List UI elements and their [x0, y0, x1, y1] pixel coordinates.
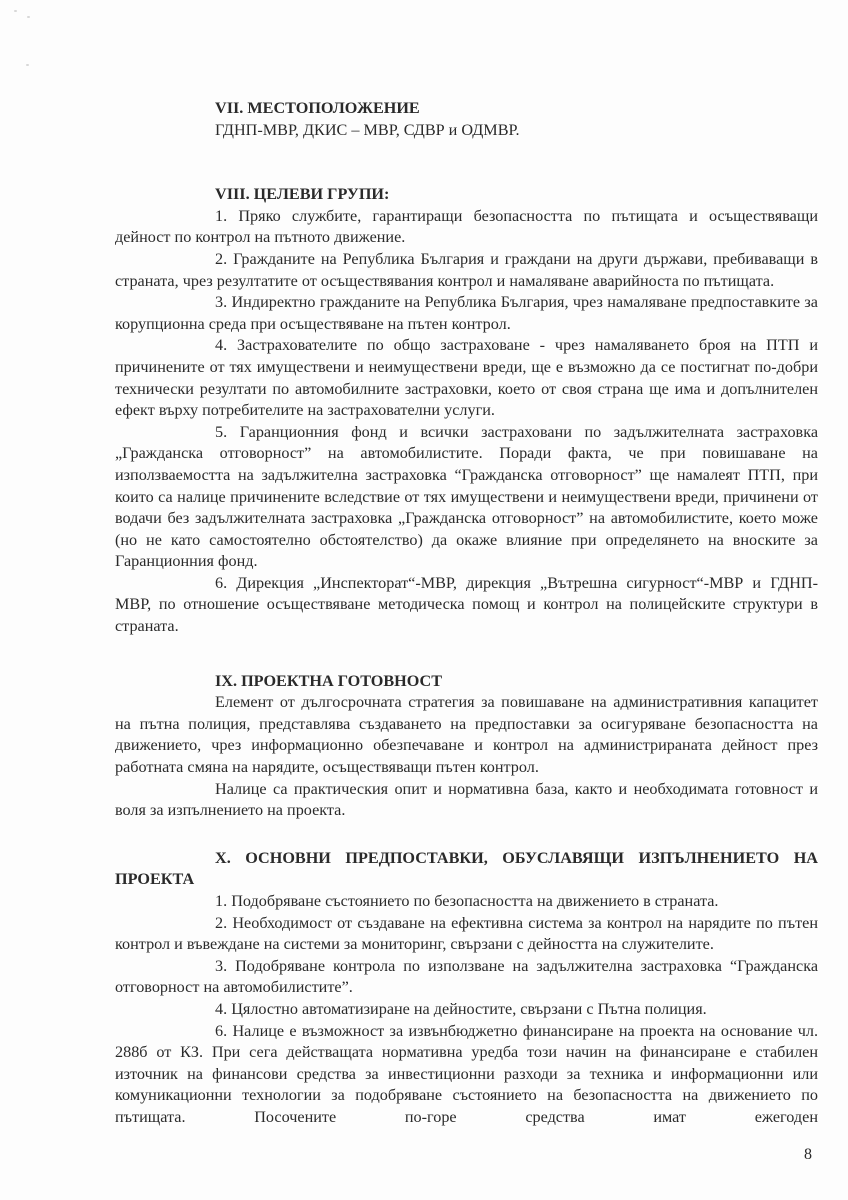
target-group-1: 1. Пряко службите, гарантиращи безопасността по пътищата и осъществяващи дейност по контрол на пътното движение.: [115, 206, 818, 247]
target-group-5: 5. Гаранционния фонд и всички застраховани по задължителната застраховка „Гражданска отговорност” на автомобилистите. Поради факта, че при повишаване на използваемостта на задължителна застраховка “Гражданска отговорност” ще намалеят ПТП, при които са налице причинените вследствие от тях имуществени и неимуществени вреди, причинени от водачи без задължителната застраховка „Гражданска отговорност” на автомобилистите, което може (но не като самостоятелно обстоятелство) да окаже влияние при определянето на вноските за Гаранционния фонд.: [115, 422, 818, 571]
prerequisite-6: 6. Налице е възможност за извънбюджетно финансиране на проекта на основание чл. 288б от КЗ. При сега действащата нормативна уредба този начин на финансиране е стабилен източник на финансови средства за инвестиционни разходи за техника и информационни или комуникационни технологии за подобряване състоянието на безопасността на движението по пътищата. Посочените по-горе средства имат ежегоден: [115, 1021, 818, 1126]
scan-speck: [14, 10, 17, 12]
scan-speck: [26, 64, 29, 66]
document-body: [115, 98, 818, 1129]
target-group-6: 6. Дирекция „Инспекторат“-МВР, дирекция „Вътрешна сигурност“-МВР и ГДНП-МВР, по отношение осъществяване методическа помощ и контрол на полицейските структури в страната.: [115, 573, 818, 636]
prerequisite-4: 4. Цялостно автоматизиране на дейностите, свързани с Пътна полиция.: [215, 999, 707, 1018]
target-group-3: 3. Индиректно гражданите на Република България, чрез намаляване предпоставките за корупционна среда при осъществяване на пътен контрол.: [115, 293, 818, 333]
prerequisite-3: 3. Подобряване контрола по използване на задължителна застраховка “Гражданска отговорност на автомобилистите”.: [115, 956, 818, 997]
location-text: ГДНП-МВР, ДКИС – МВР, СДВР и ОДМВР.: [215, 120, 520, 139]
scan-speck: [27, 16, 30, 18]
section-heading-viii: VIII. ЦЕЛЕВИ ГРУПИ:: [215, 185, 390, 204]
readiness-paragraph-2: Налице са практическия опит и нормативна база, както и необходимата готовност и воля за изпълнението на проекта.: [115, 779, 818, 820]
target-group-2: 2. Гражданите на Република България и граждани на други държави, пребиваващи в страната, чрез резултатите от осъществявания контрол и намаляване аварийноста по пътищата.: [115, 249, 818, 290]
target-group-4: 4. Застрахователите по общо застраховане - чрез намаляването броя на ПТП и причинените от тях имуществени и неимуществени вреди, ще е възможно да се постигнат по-добри технически резултати по автомобилните застраховки, което от своя страна ще има и допълнителен ефект върху потребителите на застрахователни услуги.: [115, 336, 818, 420]
section-heading-ix: IX. ПРОЕКТНА ГОТОВНОСТ: [215, 671, 443, 690]
prerequisite-2: 2. Необходимост от създаване на ефективна система за контрол на нарядите по пътен контрол и въвеждане на системи за мониторинг, свързани с дейността на служителите.: [115, 913, 818, 954]
readiness-paragraph-1: Елемент от дългосрочната стратегия за повишаване на административния капацитет на пътна полиция, представлява създаването на предпоставки за осигуряване безопасността на движението, чрез информационно обезпечаване и контрол на администрираната дейност през работната смяна на нарядите, осъществяващи пътен контрол.: [115, 693, 818, 777]
prerequisite-1: 1. Подобряване състоянието по безопасността на движението в страната.: [215, 892, 719, 910]
section-heading-vii: VII. МЕСТОПОЛОЖЕНИЕ: [215, 99, 420, 117]
section-heading-x: X. ОСНОВНИ ПРЕДПОСТАВКИ, ОБУСЛАВЯЩИ ИЗПЪЛНЕНИЕТО НА ПРОЕКТА: [115, 848, 818, 889]
page-number: 8: [804, 1146, 812, 1163]
